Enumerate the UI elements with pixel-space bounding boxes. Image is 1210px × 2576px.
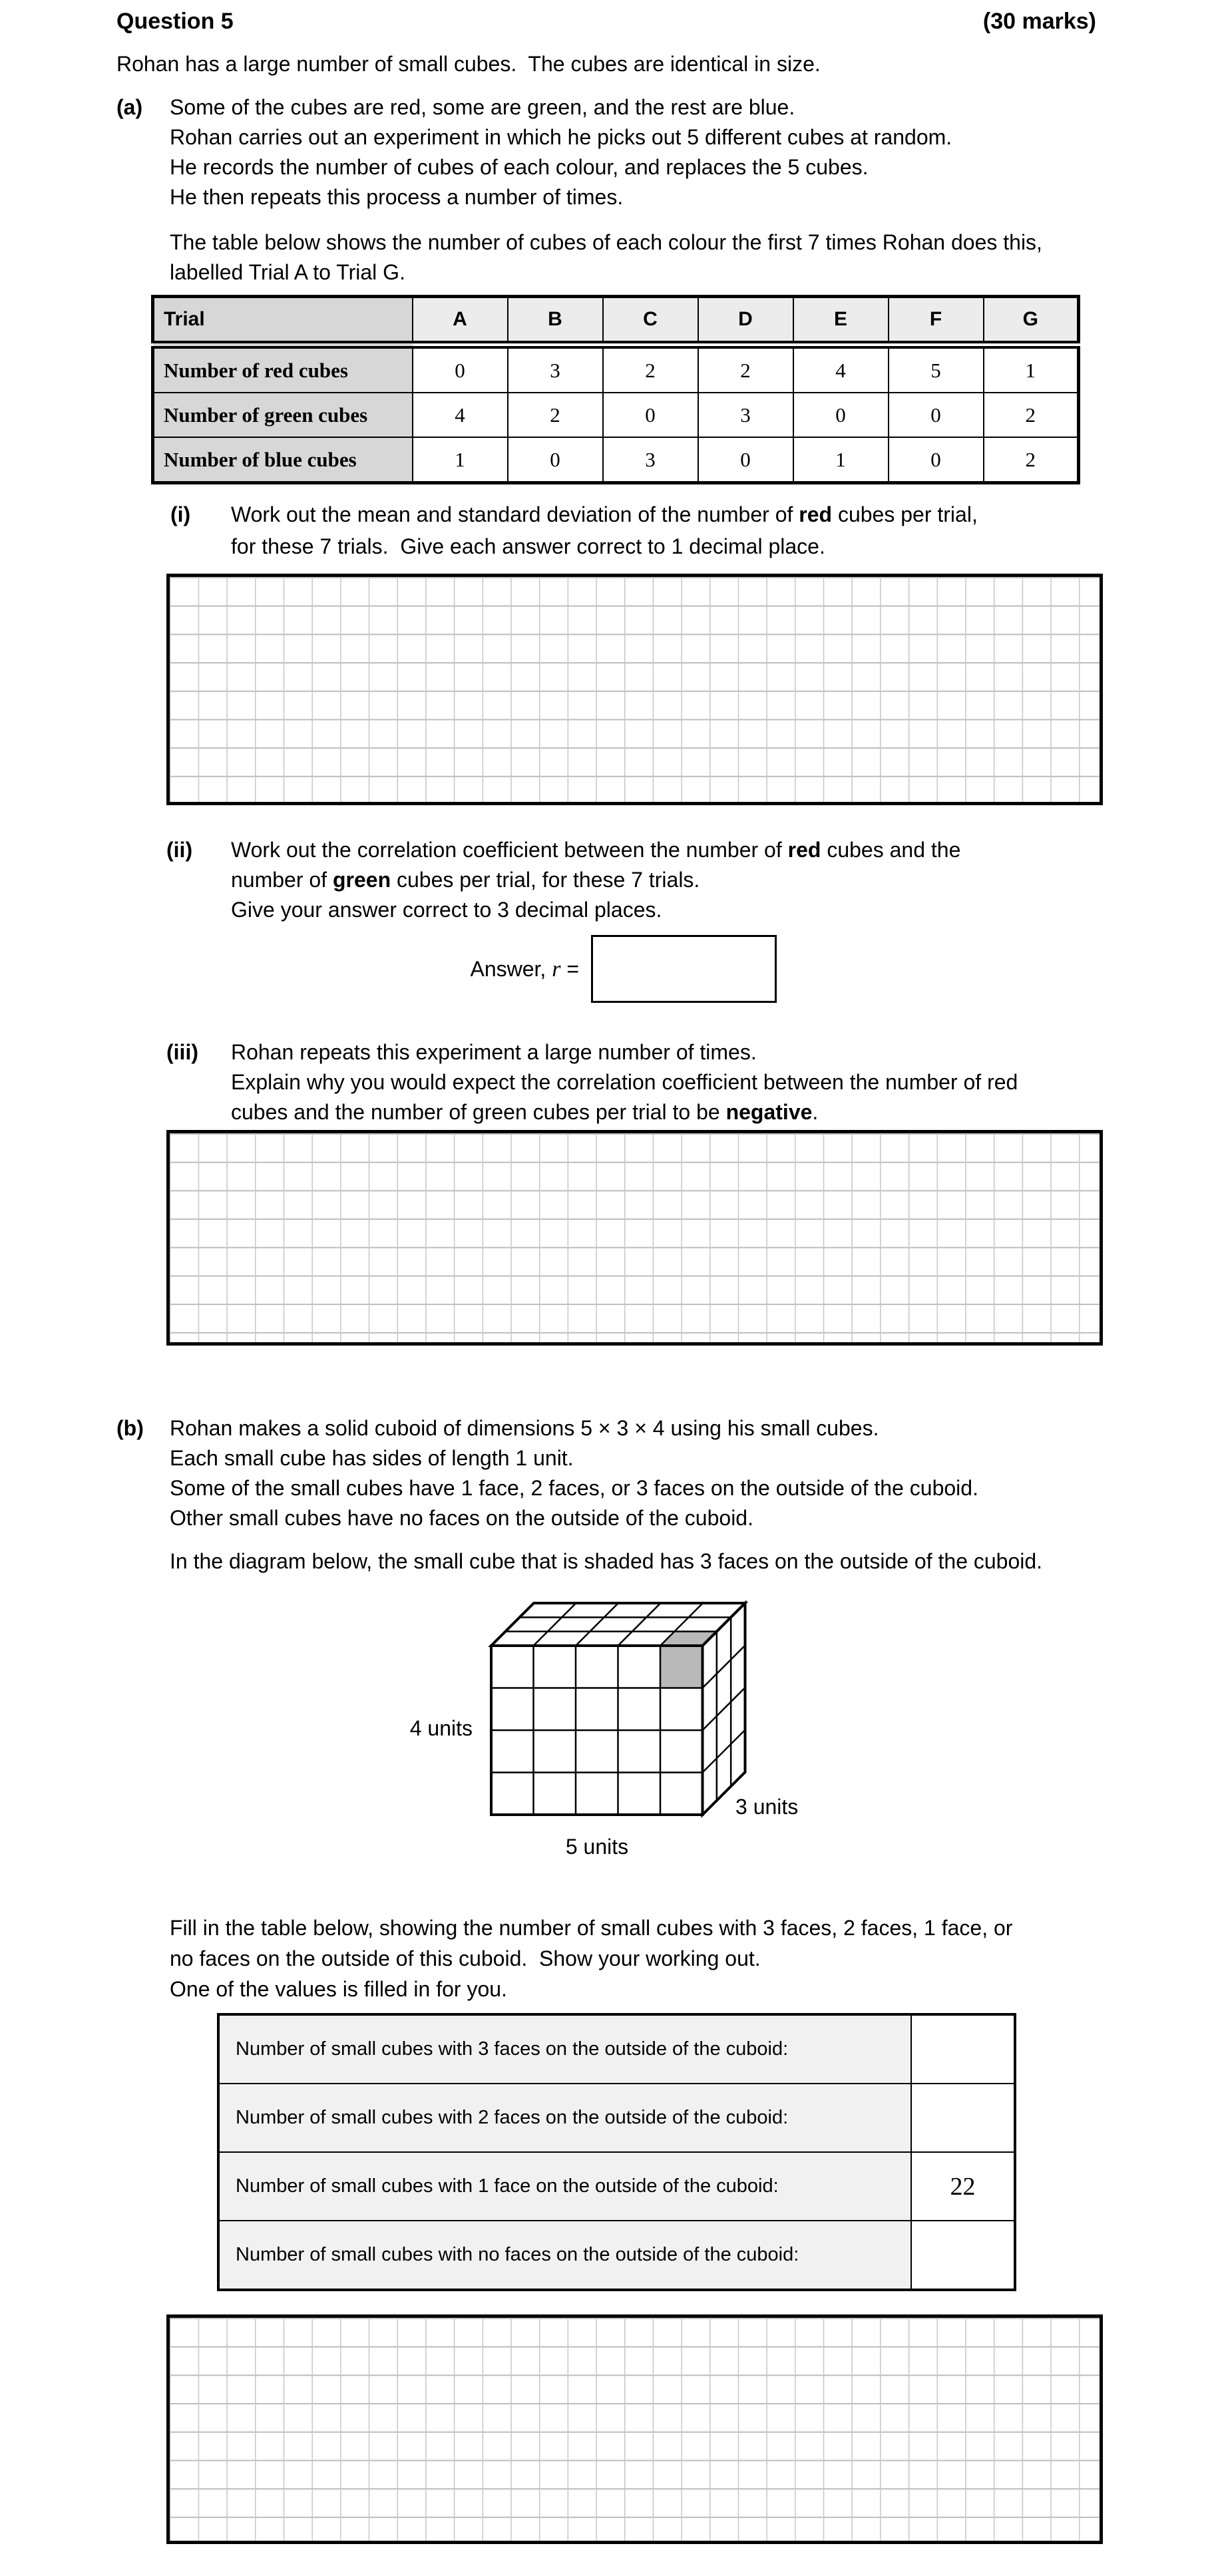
faces-count-table xyxy=(217,2013,1016,2291)
part-b-line: Each small cube has sides of length 1 unit. xyxy=(170,1446,574,1470)
trial-results-table xyxy=(151,295,1080,484)
part-b-line: Some of the small cubes have 1 face, 2 faces, or 3 faces on the outside of the cuboid. xyxy=(170,1476,978,1500)
trial-col-header: C xyxy=(603,297,698,345)
cuboid-depth-label: 3 units xyxy=(735,1795,799,1819)
working-grid-part-b[interactable] xyxy=(166,2314,1103,2544)
part-a-line: He records the number of cubes of each colour, and replaces the 5 cubes. xyxy=(170,155,869,179)
table-row xyxy=(218,2084,1015,2152)
red-cubes-row-label: Number of red cubes xyxy=(153,345,413,393)
trial-col-header: G xyxy=(984,297,1079,345)
green-cubes-value: 0 xyxy=(603,393,698,437)
part-b-line: Other small cubes have no faces on the outside of the cuboid. xyxy=(170,1506,753,1530)
faces-3-row-label: Number of small cubes with 3 faces on the outside of the cuboid: xyxy=(218,2014,911,2084)
marks-label: (30 marks) xyxy=(982,9,1096,34)
faces-2-row-label: Number of small cubes with 2 faces on the outside of the cuboid: xyxy=(218,2084,911,2152)
green-cubes-row-label: Number of green cubes xyxy=(153,393,413,437)
part-iii-line: cubes and the number of green cubes per trial to be negative. xyxy=(231,1100,819,1124)
faces-1-answer-cell[interactable]: 22 xyxy=(911,2152,1015,2221)
part-i-label: (i) xyxy=(170,502,191,526)
trial-col-header: E xyxy=(793,297,889,345)
table-row xyxy=(153,345,1079,393)
table-row xyxy=(153,437,1079,483)
faces-0-answer-cell[interactable] xyxy=(911,2221,1015,2290)
red-cubes-value: 4 xyxy=(793,345,889,393)
fill-intro-line: One of the values is filled in for you. xyxy=(170,1977,507,2001)
blue-cubes-value: 1 xyxy=(413,437,508,483)
trial-col-header: D xyxy=(698,297,793,345)
green-cubes-value: 2 xyxy=(984,393,1079,437)
trial-col-header: A xyxy=(413,297,508,345)
part-iii-label: (iii) xyxy=(166,1040,198,1064)
cuboid-height-label: 4 units xyxy=(409,1716,473,1740)
part-a-line: Rohan carries out an experiment in which he picks out 5 different cubes at random. xyxy=(170,125,952,149)
answer-box[interactable] xyxy=(591,935,777,1003)
faces-2-answer-cell[interactable] xyxy=(911,2084,1015,2152)
blue-cubes-row-label: Number of blue cubes xyxy=(153,437,413,483)
diagram-intro-line: In the diagram below, the small cube that is shaded has 3 faces on the outside of the cuboid. xyxy=(170,1549,1043,1573)
part-b-label: (b) xyxy=(116,1416,144,1440)
table-row xyxy=(153,297,1079,345)
trial-header-cell: Trial xyxy=(153,297,413,345)
part-ii-label: (ii) xyxy=(166,838,193,862)
part-iii-line: Explain why you would expect the correlation coefficient between the number of red xyxy=(231,1070,1018,1094)
part-b-line: Rohan makes a solid cuboid of dimensions 5 × 3 × 4 using his small cubes. xyxy=(170,1416,879,1440)
blue-cubes-value: 0 xyxy=(698,437,793,483)
blue-cubes-value: 0 xyxy=(508,437,603,483)
page-title: Question 5 xyxy=(116,9,234,34)
faces-1-row-label: Number of small cubes with 1 face on the outside of the cuboid: xyxy=(218,2152,911,2221)
part-a-line: He then repeats this process a number of times. xyxy=(170,185,624,209)
red-cubes-value: 5 xyxy=(889,345,984,393)
intro-line: Rohan has a large number of small cubes. The cubes are identical in size. xyxy=(116,52,821,76)
part-ii-line: Give your answer correct to 3 decimal places. xyxy=(231,898,662,922)
blue-cubes-value: 0 xyxy=(889,437,984,483)
part-i-line: for these 7 trials. Give each answer correct to 1 decimal place. xyxy=(231,534,825,558)
red-cubes-value: 2 xyxy=(698,345,793,393)
cuboid-width-label: 5 units xyxy=(565,1835,629,1859)
blue-cubes-value: 1 xyxy=(793,437,889,483)
green-cubes-value: 0 xyxy=(793,393,889,437)
fill-intro-line: no faces on the outside of this cuboid. Show your working out. xyxy=(170,1946,761,1970)
red-cubes-value: 1 xyxy=(984,345,1079,393)
table-row xyxy=(153,393,1079,437)
working-grid-part-iii[interactable] xyxy=(166,1130,1103,1346)
part-ii-line: number of green cubes per trial, for these 7 trials. xyxy=(231,868,700,892)
part-ii-line: Work out the correlation coefficient between the number of red cubes and the xyxy=(231,838,961,862)
answer-r-label: Answer, r = xyxy=(470,957,579,982)
part-a-label: (a) xyxy=(116,95,143,119)
part-iii-line: Rohan repeats this experiment a large number of times. xyxy=(231,1040,757,1064)
red-cubes-value: 0 xyxy=(413,345,508,393)
table-intro-line: labelled Trial A to Trial G. xyxy=(170,260,405,284)
green-cubes-value: 4 xyxy=(413,393,508,437)
trial-col-header: F xyxy=(889,297,984,345)
faces-0-row-label: Number of small cubes with no faces on the outside of the cuboid: xyxy=(218,2221,911,2290)
table-row xyxy=(218,2152,1015,2221)
table-row xyxy=(218,2014,1015,2084)
blue-cubes-value: 3 xyxy=(603,437,698,483)
green-cubes-value: 2 xyxy=(508,393,603,437)
red-cubes-value: 2 xyxy=(603,345,698,393)
table-intro-line: The table below shows the number of cubes of each colour the first 7 times Rohan does this, xyxy=(170,230,1042,254)
blue-cubes-value: 2 xyxy=(984,437,1079,483)
table-row xyxy=(218,2221,1015,2290)
part-i-line: Work out the mean and standard deviation of the number of red cubes per trial, xyxy=(231,502,978,526)
working-grid-part-i[interactable] xyxy=(166,574,1103,805)
red-cubes-value: 3 xyxy=(508,345,603,393)
green-cubes-value: 0 xyxy=(889,393,984,437)
part-a-line: Some of the cubes are red, some are green, and the rest are blue. xyxy=(170,95,795,119)
green-cubes-value: 3 xyxy=(698,393,793,437)
faces-3-answer-cell[interactable] xyxy=(911,2014,1015,2084)
fill-intro-line: Fill in the table below, showing the number of small cubes with 3 faces, 2 faces, 1 face, or xyxy=(170,1916,1013,1940)
trial-col-header: B xyxy=(508,297,603,345)
